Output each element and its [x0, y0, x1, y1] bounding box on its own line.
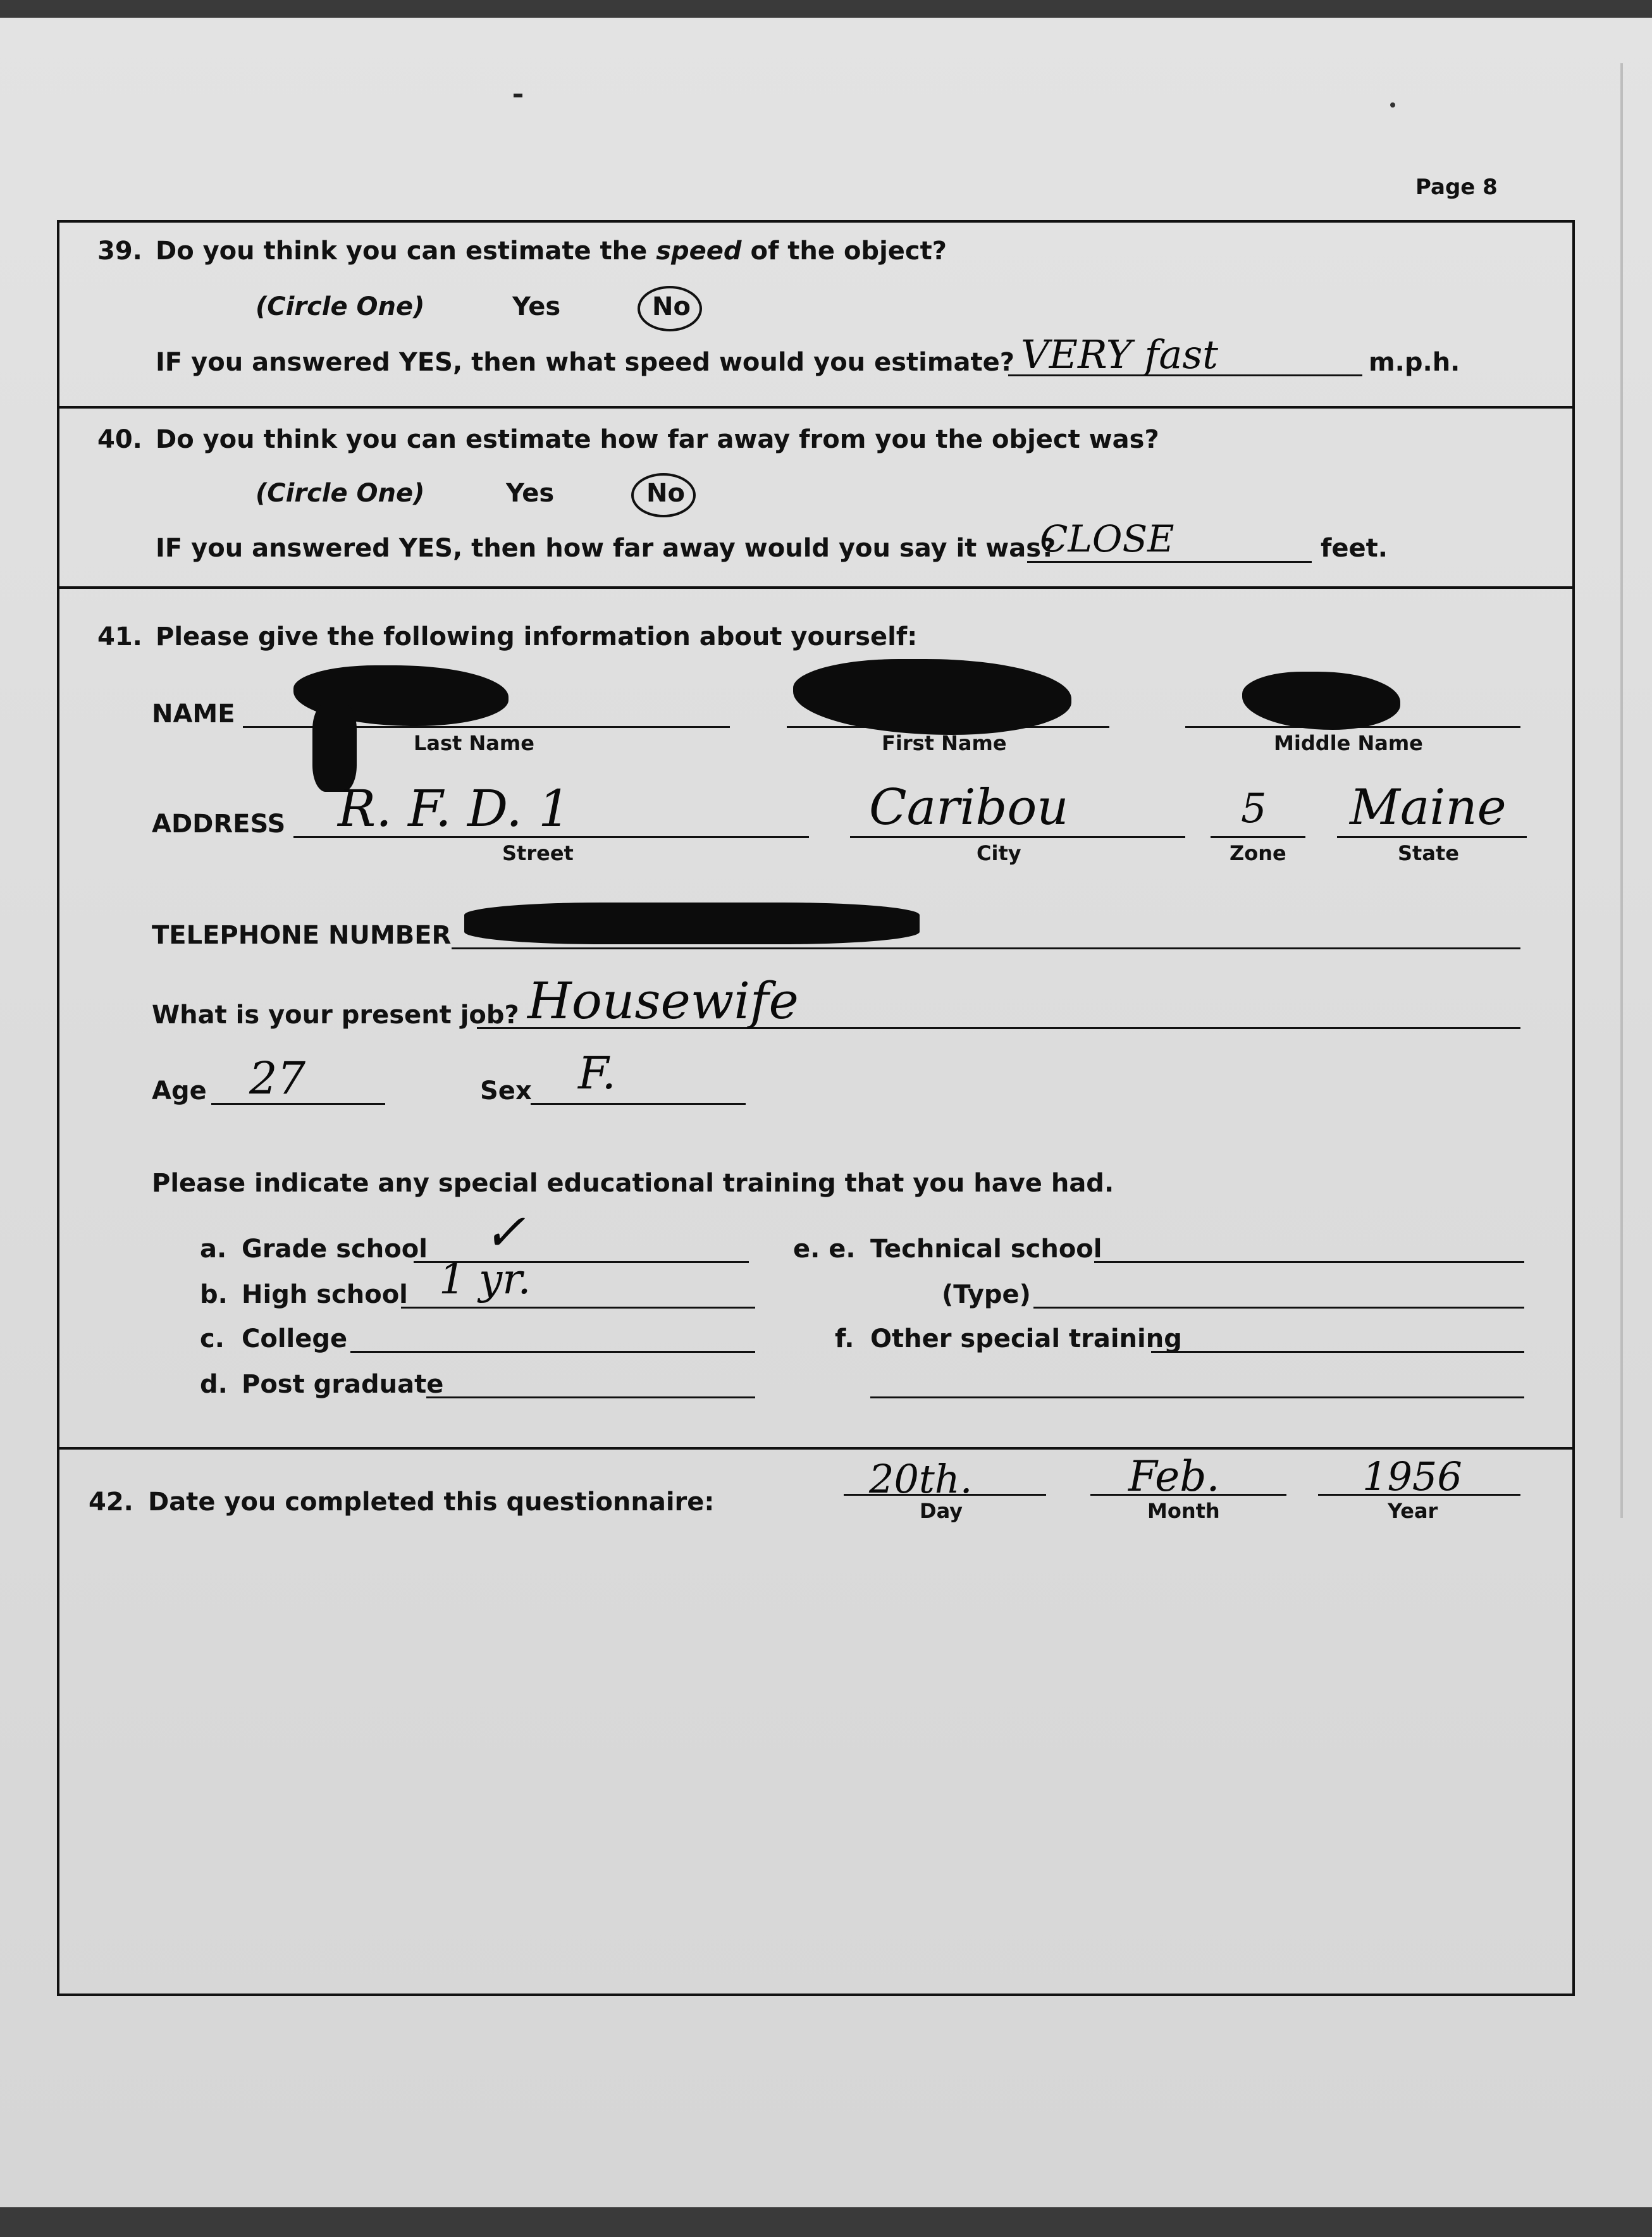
- edu-high-school-value[interactable]: 1 yr.: [439, 1255, 531, 1303]
- scan-speck: [514, 94, 522, 97]
- street-value[interactable]: R. F. D. 1: [338, 779, 571, 838]
- q39-yes-option[interactable]: Yes: [512, 292, 561, 321]
- edu-f-letter: f.: [835, 1324, 854, 1353]
- first-name-redaction: [793, 659, 1071, 735]
- edu-d-letter: d.: [200, 1370, 228, 1399]
- date-year-value[interactable]: 1956: [1362, 1453, 1462, 1500]
- q39-followup: IF you answered YES, then what speed would you estimate?: [156, 348, 1014, 377]
- page-number: Page 8: [1415, 175, 1498, 200]
- q42-number: 42.: [89, 1488, 133, 1517]
- edu-c-letter: c.: [200, 1324, 225, 1353]
- q40-no-option[interactable]: No: [646, 479, 685, 508]
- middle-name-label: Middle Name: [1274, 731, 1423, 755]
- edu-type-line: [1033, 1307, 1524, 1309]
- edu-technical-school-label: Technical school: [870, 1235, 1102, 1264]
- q39-text: [156, 237, 947, 266]
- edu-other-training-label: Other special training: [870, 1324, 1182, 1353]
- q39-text-emph: speed: [656, 237, 742, 266]
- q40-yes-option[interactable]: Yes: [506, 479, 555, 508]
- q40-circle-label: (Circle One): [256, 479, 425, 508]
- edu-technical-school-line: [1094, 1261, 1524, 1263]
- name-label: NAME: [152, 699, 235, 729]
- edu-post-graduate-line: [426, 1396, 755, 1398]
- edu-college-label: College: [242, 1324, 348, 1353]
- city-value[interactable]: Caribou: [869, 779, 1069, 836]
- divider-40-41: [59, 586, 1572, 589]
- q39-text-prefix: Do you think you can estimate the: [156, 237, 656, 266]
- q39-text-suffix: of the object?: [741, 237, 947, 266]
- q40-answer[interactable]: CLOSE: [1040, 517, 1174, 560]
- city-line: [850, 836, 1185, 838]
- date-day-value[interactable]: 20th.: [869, 1456, 973, 1502]
- q40-text: Do you think you can estimate how far away from you the object was?: [156, 425, 1159, 454]
- edu-other-training-line: [1151, 1351, 1524, 1353]
- edu-high-school-label: High school: [242, 1280, 408, 1309]
- q40-unit: feet.: [1321, 534, 1388, 563]
- edu-other-training-line-2: [870, 1396, 1524, 1398]
- q39-no-option[interactable]: No: [652, 292, 691, 321]
- sex-line: [531, 1103, 746, 1105]
- middle-name-redaction: [1242, 672, 1400, 730]
- address-label: ADDRESS: [152, 810, 286, 839]
- age-value[interactable]: 27: [249, 1052, 306, 1104]
- state-line: [1337, 836, 1527, 838]
- sex-value[interactable]: F.: [578, 1047, 616, 1099]
- q40-followup: IF you answered YES, then how far away would you say it was?: [156, 534, 1056, 563]
- city-label: City: [977, 841, 1021, 865]
- last-name-label: Last Name: [414, 731, 534, 755]
- sex-label: Sex: [480, 1076, 532, 1106]
- scan-speck: [1390, 102, 1395, 108]
- state-label: State: [1398, 841, 1459, 865]
- q39-unit: m.p.h.: [1369, 348, 1460, 377]
- last-name-redaction-drip: [312, 703, 357, 792]
- scan-edge-bottom: [0, 2207, 1652, 2237]
- job-label: What is your present job?: [152, 1001, 519, 1030]
- edu-e-letter: e. e.: [793, 1235, 856, 1264]
- q39-circle-label: (Circle One): [256, 292, 425, 321]
- edu-grade-school-value[interactable]: ✓: [483, 1203, 526, 1262]
- state-value[interactable]: Maine: [1350, 779, 1507, 836]
- first-name-label: First Name: [882, 731, 1007, 755]
- date-month-value[interactable]: Feb.: [1128, 1452, 1220, 1501]
- telephone-redaction: [464, 903, 920, 944]
- edu-grade-school-label: Grade school: [242, 1235, 428, 1264]
- education-prompt: Please indicate any special educational training that you have had.: [152, 1169, 1114, 1198]
- date-year-label: Year: [1388, 1499, 1438, 1523]
- q39-no-circle: [638, 286, 702, 331]
- scan-edge-shadow: [1620, 63, 1623, 1518]
- telephone-line: [452, 947, 1520, 949]
- edu-type-label: (Type): [942, 1280, 1031, 1309]
- edu-b-letter: b.: [200, 1280, 228, 1309]
- q39-answer-line: [1008, 374, 1362, 376]
- edu-post-graduate-label: Post graduate: [242, 1370, 444, 1399]
- divider-39-40: [59, 406, 1572, 409]
- date-month-label: Month: [1147, 1499, 1220, 1523]
- q40-number: 40.: [97, 425, 142, 454]
- q40-no-circle: [631, 473, 696, 517]
- q40-answer-line: [1027, 561, 1312, 563]
- edu-high-school-line: [401, 1307, 755, 1309]
- q39-answer[interactable]: VERY fast: [1021, 331, 1219, 378]
- edu-a-letter: a.: [200, 1235, 227, 1264]
- q41-text: Please give the following information about yourself:: [156, 622, 918, 651]
- date-day-label: Day: [920, 1499, 963, 1523]
- zone-line: [1211, 836, 1305, 838]
- zone-value[interactable]: 5: [1241, 786, 1267, 832]
- divider-41-42: [59, 1447, 1572, 1450]
- form-frame: [57, 220, 1575, 1996]
- zone-label: Zone: [1230, 841, 1286, 865]
- age-label: Age: [152, 1076, 207, 1106]
- q41-number: 41.: [97, 622, 142, 651]
- scan-edge-top: [0, 0, 1652, 18]
- street-label: Street: [502, 841, 574, 865]
- q42-text: Date you completed this questionnaire:: [148, 1488, 715, 1517]
- telephone-label: TELEPHONE NUMBER: [152, 921, 452, 950]
- job-value[interactable]: Housewife: [527, 971, 799, 1030]
- edu-college-line: [350, 1351, 755, 1353]
- q39-number: 39.: [97, 237, 142, 266]
